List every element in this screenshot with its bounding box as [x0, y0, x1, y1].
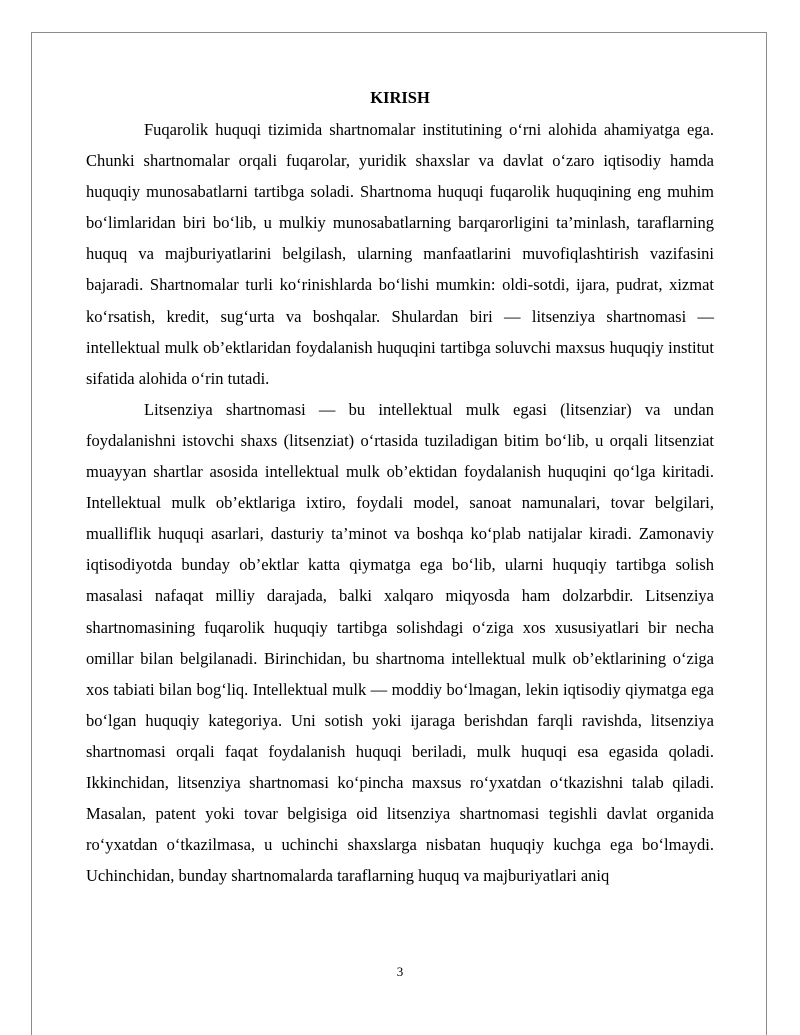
page-number: 3	[396, 964, 404, 979]
section-heading: KIRISH	[370, 88, 430, 107]
page-content	[86, 86, 714, 891]
paragraph-intro: Fuqarolik huquqi tizimida shartnomalar institutining o‘rni alohida ahamiyatga ega. Chunki shartnomalar orqali fuqarolar, yuridik shaxslar va davlat o‘zaro iqtisodiy hamda huquqiy munosabatlarni tartibga soladi. Shartnoma huquqi fuqarolik huquqining eng muhim bo‘limlaridan biri bo‘lib, u mulkiy munosabatlarning barqarorligini ta’minlash, taraflarning huquq va majburiyatlarini belgilash, ularning manfaatlarini muvofiqlashtirish vazifasini bajaradi. Shartnomalar turli ko‘rinishlarda bo‘lishi mumkin: oldi-sotdi, ijara, pudrat, xizmat ko‘rsatish, kredit, sug‘urta va boshqalar. Shulardan biri — litsenziya shartnomasi — intellektual mulk ob’ektlaridan foydalanish huquqini tartibga soluvchi maxsus huquqiy institut sifatida alohida o‘rin tutadi.	[86, 120, 714, 388]
paragraph-license-agreement: Litsenziya shartnomasi — bu intellektual mulk egasi (litsenziar) va undan foydalanishni istovchi shaxs (litsenziat) o‘rtasida tuziladigan bitim bo‘lib, u orqali litsenziat muayyan shartlar asosida intellektual mulk ob’ektidan foydalanish huquqini qo‘lga kiritadi. Intellektual mulk ob’ektlariga ixtiro, foydali model, sanoat namunalari, tovar belgilari, mualliflik huquqi asarlari, dasturiy ta’minot va boshqa ko‘plab natijalar kiradi. Zamonaviy iqtisodiyotda bunday ob’ektlar katta qiymatga ega bo‘lib, ularni huquqiy tartibga solish masalasi nafaqat milliy darajada, balki xalqaro miqyosda ham dolzarbdir. Litsenziya shartnomasining fuqarolik huquqiy tartibga solishdagi o‘ziga xos xususiyatlari bir necha omillar bilan belgilanadi. Birinchidan, bu shartnoma intellektual mulk ob’ektlarining o‘ziga xos tabiati bilan bog‘liq. Intellektual mulk — moddiy bo‘lmagan, lekin iqtisodiy qiymatga ega bo‘lgan huquqiy kategoriya. Uni sotish yoki ijaraga berishdan farqli ravishda, litsenziya shartnomasi orqali faqat foydalanish huquqi beriladi, mulk huquqi esa egasida qoladi. Ikkinchidan, litsenziya shartnomasi ko‘pincha maxsus ro‘yxatdan o‘tkazishni talab qiladi. Masalan, patent yoki tovar belgisiga oid litsenziya shartnomasi tegishli davlat organida ro‘yxatdan o‘tkazilmasa, u uchinchi shaxslarga nisbatan huquqiy kuchga ega bo‘lmaydi. Uchinchidan, bunday shartnomalarda taraflarning huquq va majburiyatlari aniq	[86, 399, 714, 886]
